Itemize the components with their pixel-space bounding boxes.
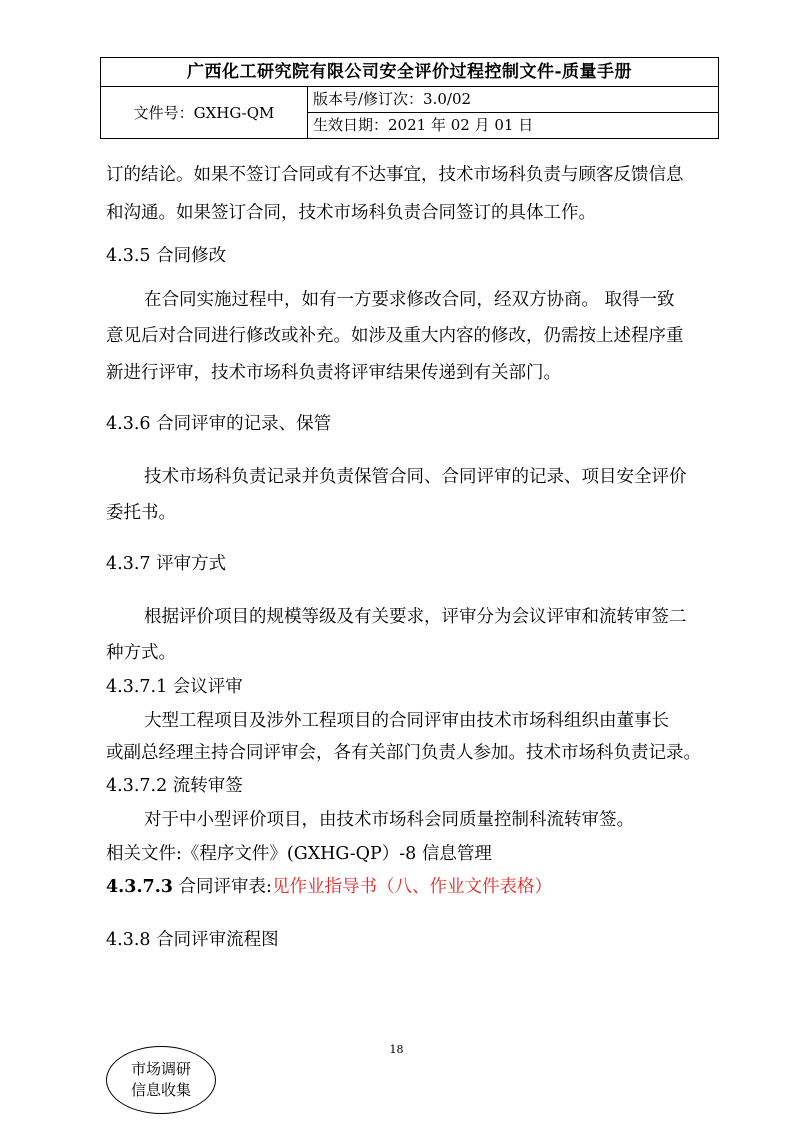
- body-line: 订的结论。如果不签订合同或有不达事宜，技术市场科负责与顾客反馈信息: [106, 165, 684, 185]
- reference-link-text: 见作业指导书（八、作业文件表格）: [271, 877, 552, 897]
- document-header-table: [100, 57, 719, 139]
- flowchart-node-text-1: 市场调研: [130, 1060, 191, 1078]
- section-heading-4-3-7-2: 4.3.7.2 流转审签: [106, 776, 243, 796]
- body-line: 在合同实施过程中，如有一方要求修改合同，经双方协商。 取得一致: [144, 290, 675, 310]
- body-line: 或副总经理主持合同评审会，各有关部门负责人参加。技术市场科负责记录。: [106, 743, 701, 763]
- body-line: 根据评价项目的规模等级及有关要求，评审分为会议评审和流转审签二: [144, 607, 687, 627]
- body-line: 种方式。: [106, 643, 176, 663]
- section-heading-4-3-6: 4.3.6 合同评审的记录、保管: [106, 414, 332, 434]
- body-line: 和沟通。如果签订合同，技术市场科负责合同签订的具体工作。: [106, 203, 596, 223]
- flowchart-node-text-2: 信息收集: [130, 1081, 191, 1099]
- body-line: 对于中小型评价项目，由技术市场科会同质量控制科流转审签。: [144, 810, 634, 830]
- header-title: 广西化工研究院有限公司安全评价过程控制文件-质量手册: [101, 58, 718, 87]
- section-heading-4-3-8: 4.3.8 合同评审流程图: [106, 930, 279, 950]
- section-heading-4-3-7-3: [106, 875, 552, 899]
- body-line: 委托书。: [106, 503, 176, 523]
- section-heading-4-3-7: 4.3.7 评审方式: [106, 554, 227, 574]
- body-line: 技术市场科负责记录并负责保管合同、合同评审的记录、项目安全评价: [144, 467, 687, 487]
- header-effective-date: 生效日期：2021 年 02 月 01 日: [313, 116, 534, 134]
- header-version: 版本号/修订次：3.0/02: [307, 86, 718, 113]
- page-number: 18: [389, 1043, 404, 1056]
- section-label: 合同评审表:: [172, 877, 272, 897]
- section-heading-4-3-7-1: 4.3.7.1 会议评审: [106, 677, 243, 697]
- section-number: 4.3.7.3: [106, 877, 173, 897]
- related-documents-line: 相关文件:《程序文件》(GXHG-QP）-8 信息管理: [106, 844, 492, 864]
- body-line: 新进行评审，技术市场科负责将评审结果传递到有关部门。: [106, 363, 561, 383]
- body-line: 大型工程项目及涉外工程项目的合同评审由技术市场科组织由董事长: [144, 711, 669, 731]
- body-line: 意见后对合同进行修改或补充。如涉及重大内容的修改，仍需按上述程序重: [106, 326, 684, 346]
- header-doc-number: 文件号：GXHG-QM: [101, 86, 308, 138]
- section-heading-4-3-5: 4.3.5 合同修改: [106, 246, 227, 266]
- flowchart-node-market-research: [106, 1046, 216, 1114]
